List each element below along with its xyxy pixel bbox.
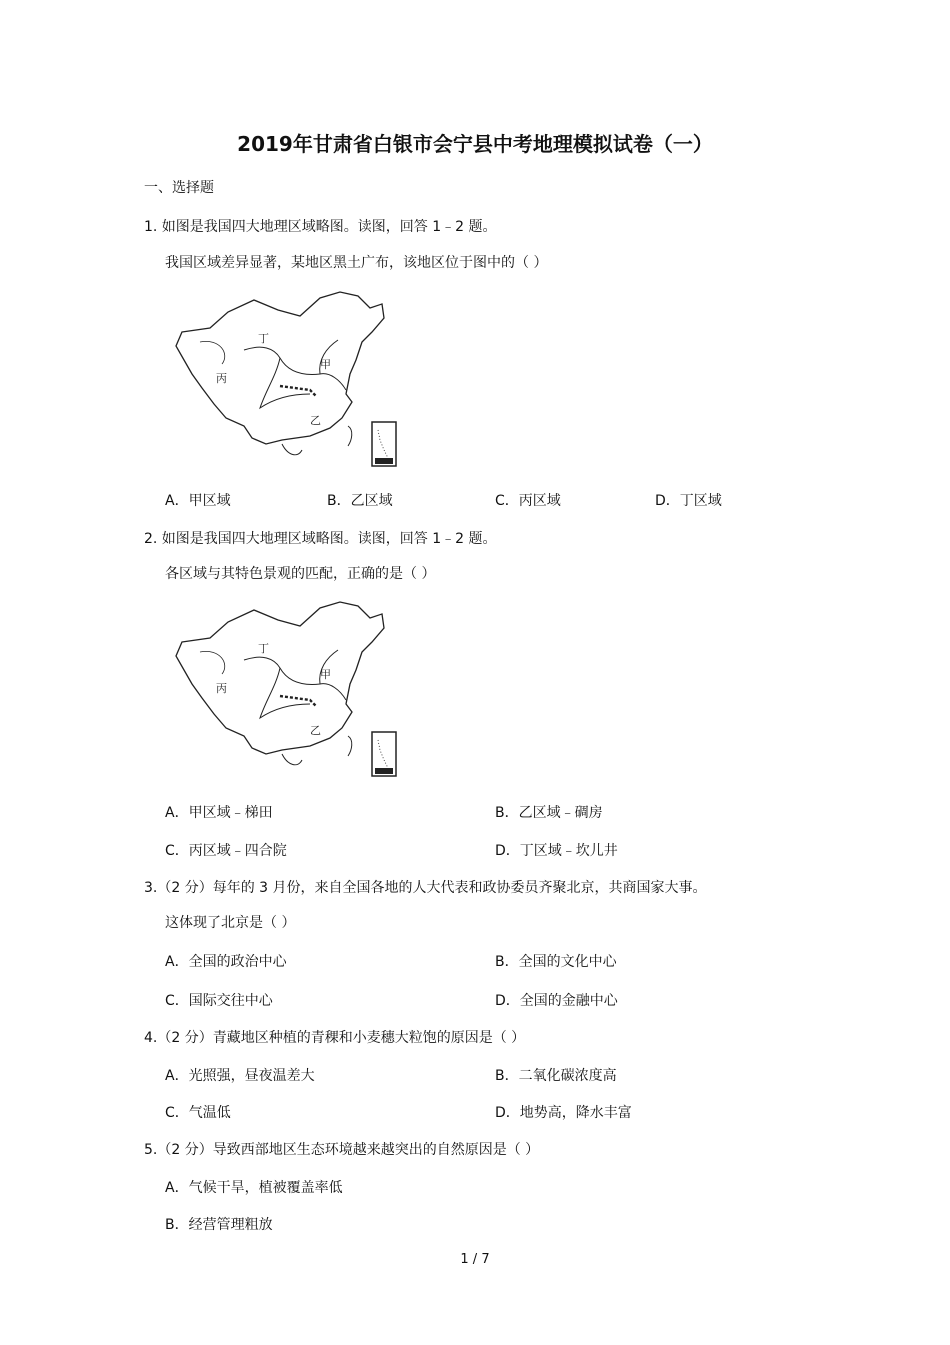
question-4-stem: 4.（2 分）青藏地区种植的青稞和小麦穗大粒饱的原因是（ ） [144,1030,526,1046]
south-china-sea-inset [372,732,396,776]
question-5-stem: 5.（2 分）导致西部地区生态环境越来越突出的自然原因是（ ） [144,1142,540,1158]
map-label-yi: 乙 [310,414,321,427]
question-1-stem: 1. 如图是我国四大地理区域略图。读图，回答 1﹣2 题。 [144,219,497,235]
question-1-prompt: 我国区域差异显著，某地区黑土广布，该地区位于图中的（ ） [165,255,548,271]
q2-option-b: B．乙区域﹣碉房 [495,805,603,821]
q1-option-c: C．丙区域 [495,493,561,509]
map-label-jia: 甲 [320,668,331,681]
q3-option-b: B．全国的文化中心 [495,954,617,970]
q4-option-b: B．二氧化碳浓度高 [495,1068,617,1084]
question-2-prompt: 各区域与其特色景观的匹配，正确的是（ ） [165,566,436,582]
map-label-bing: 丙 [216,372,227,385]
question-2-stem: 2. 如图是我国四大地理区域略图。读图，回答 1﹣2 题。 [144,531,497,547]
section-heading: 一、选择题 [144,180,214,196]
q5-option-a: A．气候干旱，植被覆盖率低 [165,1180,343,1196]
map-label-bing: 丙 [216,682,227,695]
q3-option-c: C．国际交往中心 [165,993,273,1009]
q4-option-d: D．地势高，降水丰富 [495,1105,632,1121]
q2-option-a: A．甲区域﹣梯田 [165,805,273,821]
page-number: 1 / 7 [460,1252,490,1267]
question-3-prompt: 这体现了北京是（ ） [165,915,296,931]
map-label-ding: 丁 [258,642,269,655]
page-title: 2019年甘肃省白银市会宁县中考地理模拟试卷（一） [237,132,713,156]
q1-option-b: B．乙区域 [327,493,393,509]
q4-option-c: C．气温低 [165,1105,231,1121]
china-region-map-2 [170,600,402,780]
china-outline [176,292,384,444]
q5-option-b: B．经营管理粗放 [165,1217,273,1233]
q2-option-d: D．丁区域﹣坎儿井 [495,843,618,859]
south-china-sea-inset [372,422,396,466]
map-label-yi: 乙 [310,724,321,737]
question-3-stem: 3.（2 分）每年的 3 月份，来自全国各地的人大代表和政协委员齐聚北京，共商国家大事。 [144,880,707,896]
map-label-ding: 丁 [258,332,269,345]
q1-option-a: A．甲区域 [165,493,231,509]
q2-option-c: C．丙区域﹣四合院 [165,843,287,859]
q3-option-d: D．全国的金融中心 [495,993,618,1009]
q1-option-d: D．丁区域 [655,493,722,509]
q3-option-a: A．全国的政治中心 [165,954,287,970]
map-label-jia: 甲 [320,358,331,371]
china-region-map-1 [170,290,402,470]
q4-option-a: A．光照强，昼夜温差大 [165,1068,315,1084]
